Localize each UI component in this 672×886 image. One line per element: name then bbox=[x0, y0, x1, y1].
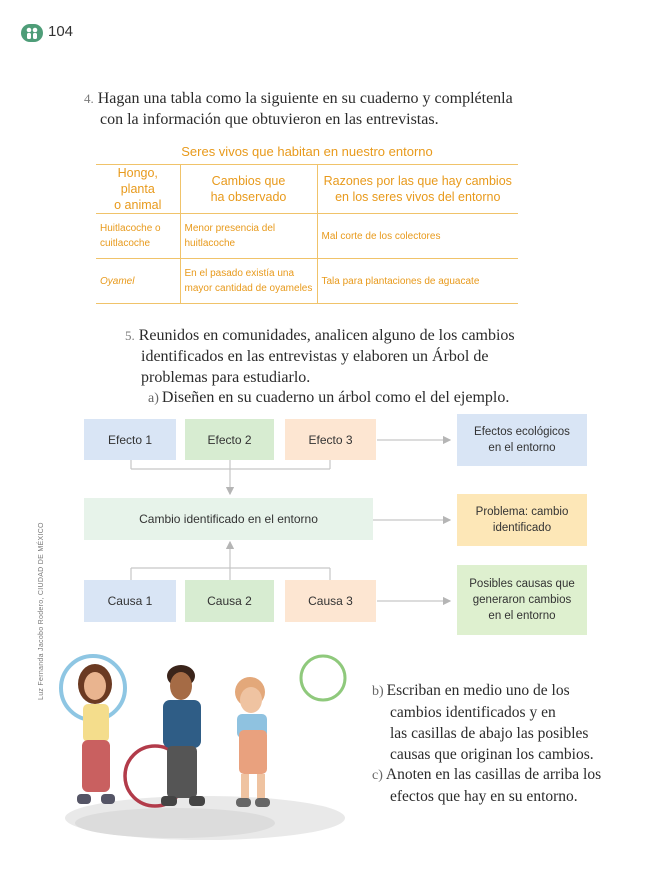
table-cell: Menor presencia del huitlacoche bbox=[180, 214, 317, 259]
table-title: Seres vivos que habitan en nuestro entorno bbox=[181, 144, 433, 159]
header-reasons: Razones por las que hay cambios en los seres vivos del entorno bbox=[317, 165, 518, 214]
cause-box-3: Causa 3 bbox=[285, 580, 376, 622]
illustration-credit: Luz Fernanda Jacobo Rodero, CIUDAD DE MÉXICO bbox=[38, 522, 45, 700]
instruction-5a-text: Diseñen en su cuaderno un árbol como el del ejemplo. bbox=[161, 389, 510, 406]
instruction-5-line1: Reunidos en comunidades, analicen alguno de los cambios bbox=[138, 327, 515, 344]
center-change-box: Cambio identificado en el entorno bbox=[84, 498, 373, 540]
item-number: 5. bbox=[125, 328, 135, 343]
instruction-5-line2: identificados en las entrevistas y elaboren un Árbol de bbox=[141, 348, 489, 365]
instruction-5b-line: cambios identificados y en bbox=[390, 704, 556, 721]
instruction-4-line1: Hagan una tabla como la siguiente en su cuaderno y complétenla bbox=[97, 90, 513, 107]
possible-causes-box: Posibles causas que generaron cambios en el entorno bbox=[457, 565, 587, 635]
cause-box-1: Causa 1 bbox=[84, 580, 176, 622]
effect-box-2: Efecto 2 bbox=[185, 419, 274, 460]
children-illustration bbox=[55, 648, 355, 848]
table-cell: Oyamel bbox=[96, 259, 180, 304]
table-cell: Huitlacoche o cuitlacoche bbox=[96, 214, 180, 259]
instruction-5-line3: problemas para estudiarlo. bbox=[141, 369, 311, 386]
instruction-5c-line: efectos que hay en su entorno. bbox=[390, 788, 578, 805]
effect-box-1: Efecto 1 bbox=[84, 419, 176, 460]
table-cell: Tala para plantaciones de aguacate bbox=[317, 259, 518, 304]
table-cell: En el pasado existía una mayor cantidad de oyameles bbox=[180, 259, 317, 304]
instruction-5c bbox=[372, 764, 642, 807]
header-organism: Hongo, planta o animal bbox=[96, 165, 180, 214]
sub-letter: a) bbox=[148, 391, 159, 406]
problem-box: Problema: cambio identificado bbox=[457, 494, 587, 546]
page-number: 104 bbox=[48, 23, 74, 40]
cause-box-2: Causa 2 bbox=[185, 580, 274, 622]
sub-letter: b) bbox=[372, 684, 384, 699]
effect-box-3: Efecto 3 bbox=[285, 419, 376, 460]
item-number: 4. bbox=[84, 91, 94, 106]
ecological-effects-box: Efectos ecológicos en el entorno bbox=[457, 414, 587, 466]
header-changes: Cambios que ha observado bbox=[180, 165, 317, 214]
table-cell: Mal corte de los colectores bbox=[317, 214, 518, 259]
instruction-5b-line: causas que originan los cambios. bbox=[390, 746, 594, 763]
instruction-5b-line: las casillas de abajo las posibles bbox=[390, 725, 589, 742]
instruction-4-line2: con la información que obtuvieron en las entrevistas. bbox=[100, 111, 439, 128]
instruction-5b-line: Escriban en medio uno de los bbox=[386, 682, 570, 699]
instruction-5b bbox=[372, 680, 642, 765]
instruction-5c-line: Anoten en las casillas de arriba los bbox=[385, 766, 602, 783]
sub-letter: c) bbox=[372, 768, 383, 783]
